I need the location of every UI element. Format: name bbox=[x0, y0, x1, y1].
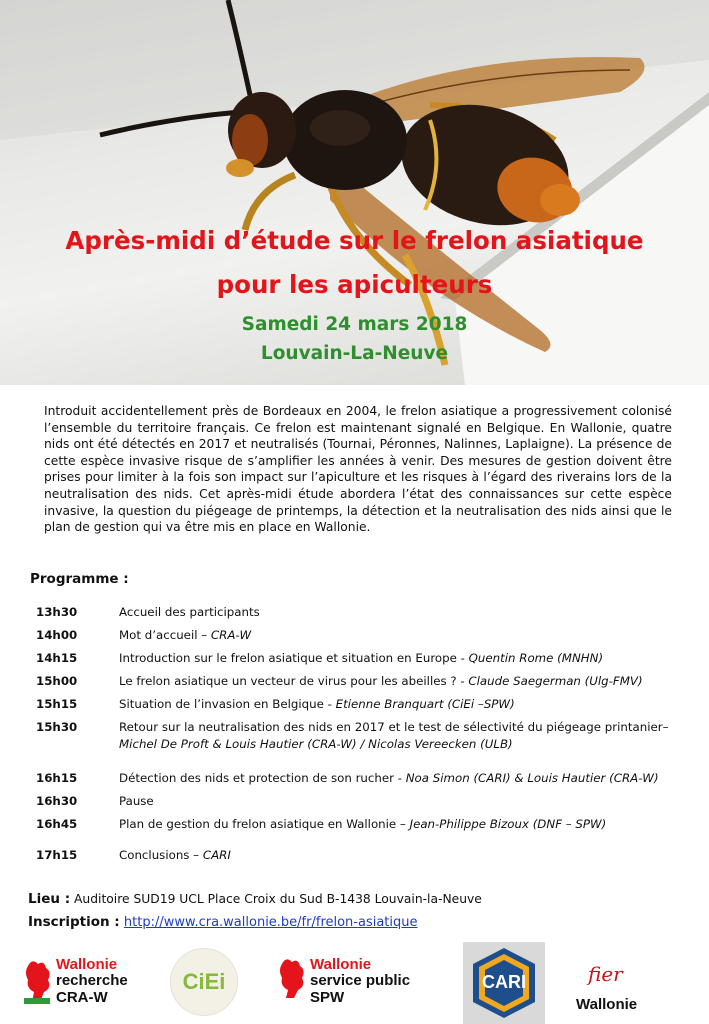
fier-script: fier bbox=[588, 962, 623, 986]
logo-ciei bbox=[170, 948, 238, 1016]
programme-speaker: Michel De Proft & Louis Hautier (CRA-W) / Nicolas Vereecken (ULB) bbox=[119, 736, 513, 751]
programme-speaker: Jean-Philippe Bizoux (DNF – SPW) bbox=[409, 817, 607, 831]
ciei-text: CiEi bbox=[182, 969, 226, 994]
programme-text: Plan de gestion du frelon asiatique en Wallonie – bbox=[119, 817, 410, 831]
programme-speaker: Noa Simon (CARI) & Louis Hautier (CRA-W) bbox=[405, 771, 659, 785]
fier-name: Wallonie bbox=[576, 996, 638, 1013]
logo-cari bbox=[463, 942, 545, 1024]
event-title-line2: pour les apiculteurs bbox=[216, 270, 493, 299]
programme-time: 13h30 bbox=[36, 605, 78, 619]
programme-text: Introduction sur le frelon asiatique et situation en Europe - bbox=[119, 651, 469, 665]
programme-speaker: Etienne Branquart (CiEi –SPW) bbox=[335, 697, 515, 711]
registration-line bbox=[28, 914, 418, 930]
programme-time: 16h30 bbox=[36, 794, 78, 808]
registration-link[interactable]: http://www.cra.wallonie.be/fr/frelon-asiatique bbox=[123, 915, 418, 930]
event-place: Louvain-La-Neuve bbox=[260, 343, 449, 364]
spw-line2: service public bbox=[310, 972, 411, 989]
programme-time: 16h15 bbox=[36, 771, 78, 785]
event-date: Samedi 24 mars 2018 bbox=[241, 314, 468, 335]
programme-speaker: Quentin Rome (MNHN) bbox=[468, 651, 604, 665]
programme-time: 14h00 bbox=[36, 628, 78, 642]
rooster-icon bbox=[276, 956, 308, 1000]
programme-text: Conclusions – bbox=[119, 848, 203, 862]
registration-label: Inscription : bbox=[28, 914, 120, 930]
craw-line3: CRA-W bbox=[56, 989, 108, 1006]
programme-speaker: CARI bbox=[202, 848, 231, 862]
spw-line3: SPW bbox=[310, 989, 345, 1006]
craw-line2: recherche bbox=[56, 972, 128, 989]
venue-line bbox=[28, 891, 482, 907]
programme-time: 15h30 bbox=[36, 720, 78, 734]
programme-speaker: Claude Saegerman (Ulg-FMV) bbox=[468, 674, 643, 688]
programme-text: Situation de l’invasion en Belgique - bbox=[119, 697, 336, 711]
programme-time: 15h15 bbox=[36, 697, 78, 711]
logo-spw bbox=[276, 954, 441, 1014]
programme-time: 14h15 bbox=[36, 651, 78, 665]
programme-text: Le frelon asiatique un vecteur de virus pour les abeilles ? - bbox=[119, 674, 469, 688]
programme-text: Accueil des participants bbox=[119, 605, 260, 619]
partner-logos bbox=[0, 940, 709, 1024]
venue-address: Auditoire SUD19 UCL Place Croix du Sud B-1438 Louvain-la-Neuve bbox=[70, 892, 482, 906]
logo-cra-w bbox=[22, 954, 152, 1014]
programme-heading: Programme : bbox=[30, 571, 129, 587]
craw-line1: Wallonie bbox=[56, 956, 118, 973]
programme-text: Pause bbox=[119, 794, 154, 808]
event-title-line1: Après-midi d’étude sur le frelon asiatique bbox=[65, 226, 644, 255]
venue-label: Lieu : bbox=[28, 891, 71, 907]
intro-paragraph: Introduit accidentellement près de Bordeaux en 2004, le frelon asiatique a progressivement colonisé l’ensemble du territoire français. Ce frelon est maintenant signalé en Belgique. En Wallonie, quatre nids ont été détectés en 2017 et neutralisés (Tournai, Péronnes, Nalinnes, Laplaigne). La présence de cette espèce invasive risque de s’amplifier les années à venir. Des mesures de gestion doivent être prises pour limiter à la fois son impact sur l’apiculture et les risques à l’égard des riverains lors de la neutralisation des nids. Cet après-midi étude abordera l’état des connaissances sur cette espèce invasive, la question du piégeage de printemps, la détection et la neutralisation des nids ainsi que le plan de gestion qui va être mis en place en Wallonie. bbox=[44, 404, 672, 535]
programme-time: 15h00 bbox=[36, 674, 78, 688]
programme-text: Détection des nids et protection de son rucher - bbox=[119, 771, 406, 785]
programme-speaker: CRA-W bbox=[210, 628, 252, 642]
programme-text: Mot d’accueil – bbox=[119, 628, 211, 642]
rooster-icon bbox=[22, 958, 54, 1006]
programme-time: 17h15 bbox=[36, 848, 78, 862]
cari-text: CARI bbox=[482, 972, 526, 992]
spw-line1: Wallonie bbox=[310, 956, 372, 973]
logo-fier-wallonie bbox=[570, 962, 660, 1022]
programme-time: 16h45 bbox=[36, 817, 78, 831]
programme-text: Retour sur la neutralisation des nids en 2017 et le test de sélectivité du piégeage printanier– bbox=[119, 720, 669, 734]
